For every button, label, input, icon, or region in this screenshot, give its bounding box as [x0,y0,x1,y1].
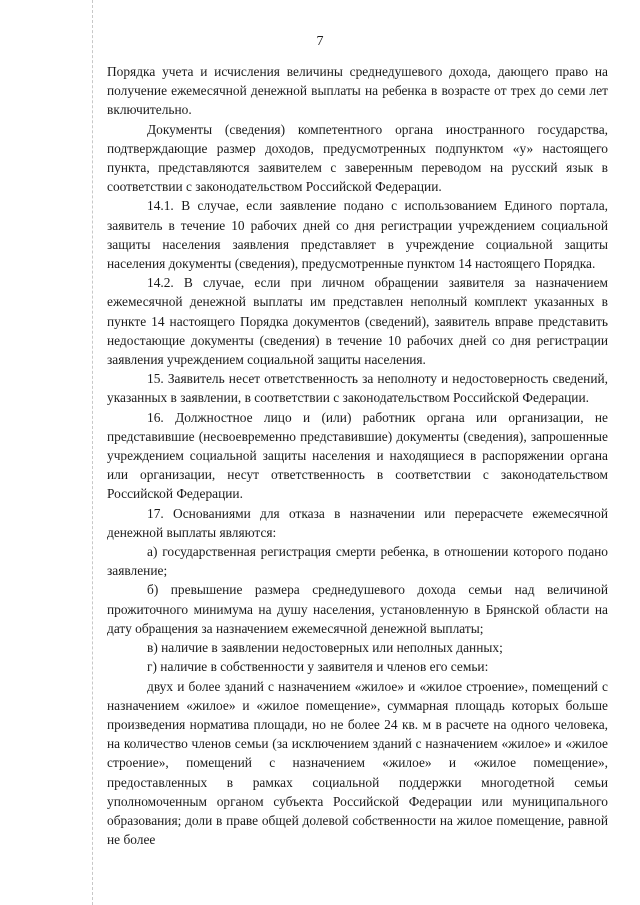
paragraph-14-2: 14.2. В случае, если при личном обращении заявителя за назначением ежемесячной денежной выплаты им представлен неполный комплект указанных в пункте 14 настоящего Порядка документов (сведений), заявитель вправе представить недостающие документы (сведения) в течение 10 рабочих дней со дня регистрации заявления учреждением социальной защиты населения. [107,275,608,368]
list-item-v: в) наличие в заявлении недостоверных или неполных данных; [147,640,503,656]
list-item-a: а) государственная регистрация смерти ребенка, в отношении которого подано заявление; [107,544,608,579]
binding-margin-line [92,0,93,905]
paragraph-17: 17. Основаниями для отказа в назначении или перерасчете ежемесячной денежной выплаты являются: [107,505,608,540]
paragraph-income-order-continuation: Порядка учета и исчисления величины среднедушевого дохода, дающего право на получение ежемесячной денежной выплаты на ребенка в возрасте от трех до семи лет включительно. [107,64,608,118]
list-item-b: б) превышение размера среднедушевого дохода семьи над величиной прожиточного минимума на душу населения, установленную в Брянской области на дату обращения за назначением ежемесячной денежной выплаты; [107,582,608,636]
paragraph-buildings: двух и более зданий с назначением «жилое» и «жилое строение», помещений с назначением «жилое» и «жилое помещение», суммарная площадь которых больше произведения норматива площади, но не более 24 кв. м в расчете на одного человека, на количество членов семьи (за исключением зданий с назначением «жилое» и «жилое строение», помещений с назначением «жилое» и «жилое помещение», предоставленных в рамках социальной поддержки многодетной семьи уполномоченным органом субъекта Российской Федерации или муниципального образования; доли в праве общей долевой собственности на жилое помещение, равной не более [107,678,608,848]
list-item-g: г) наличие в собственности у заявителя и членов его семьи: [147,659,489,675]
paragraph-14-1: 14.1. В случае, если заявление подано с использованием Единого портала, заявитель в течение 10 рабочих дней со дня регистрации учреждением социальной защиты населения заявления представляет в учреждение социальной защиты населения документы (сведения), предусмотренные пунктом 14 настоящего Порядка. [107,198,608,272]
paragraph-15: 15. Заявитель несет ответственность за неполноту и недостоверность сведений, указанных в заявлении, в соответствии с законодательством Российской Федерации. [107,371,608,406]
document-body [107,62,608,849]
paragraph-16: 16. Должностное лицо и (или) работник органа или организации, не представившие (несвоевременно представившие) документы (сведения), запрошенные учреждением социальной защиты населения и находящиеся в распоряжении органа или организации, несут ответственность в соответствии с законодательством Российской Федерации. [107,409,608,502]
page-number: 7 [316,34,324,49]
paragraph-foreign-documents: Документы (сведения) компетентного органа иностранного государства, подтверждающие размер доходов, предусмотренных подпунктом «у» настоящего пункта, представляются заявителем с заверенным переводом на русский язык в соответствии с законодательством Российской Федерации. [107,121,608,195]
